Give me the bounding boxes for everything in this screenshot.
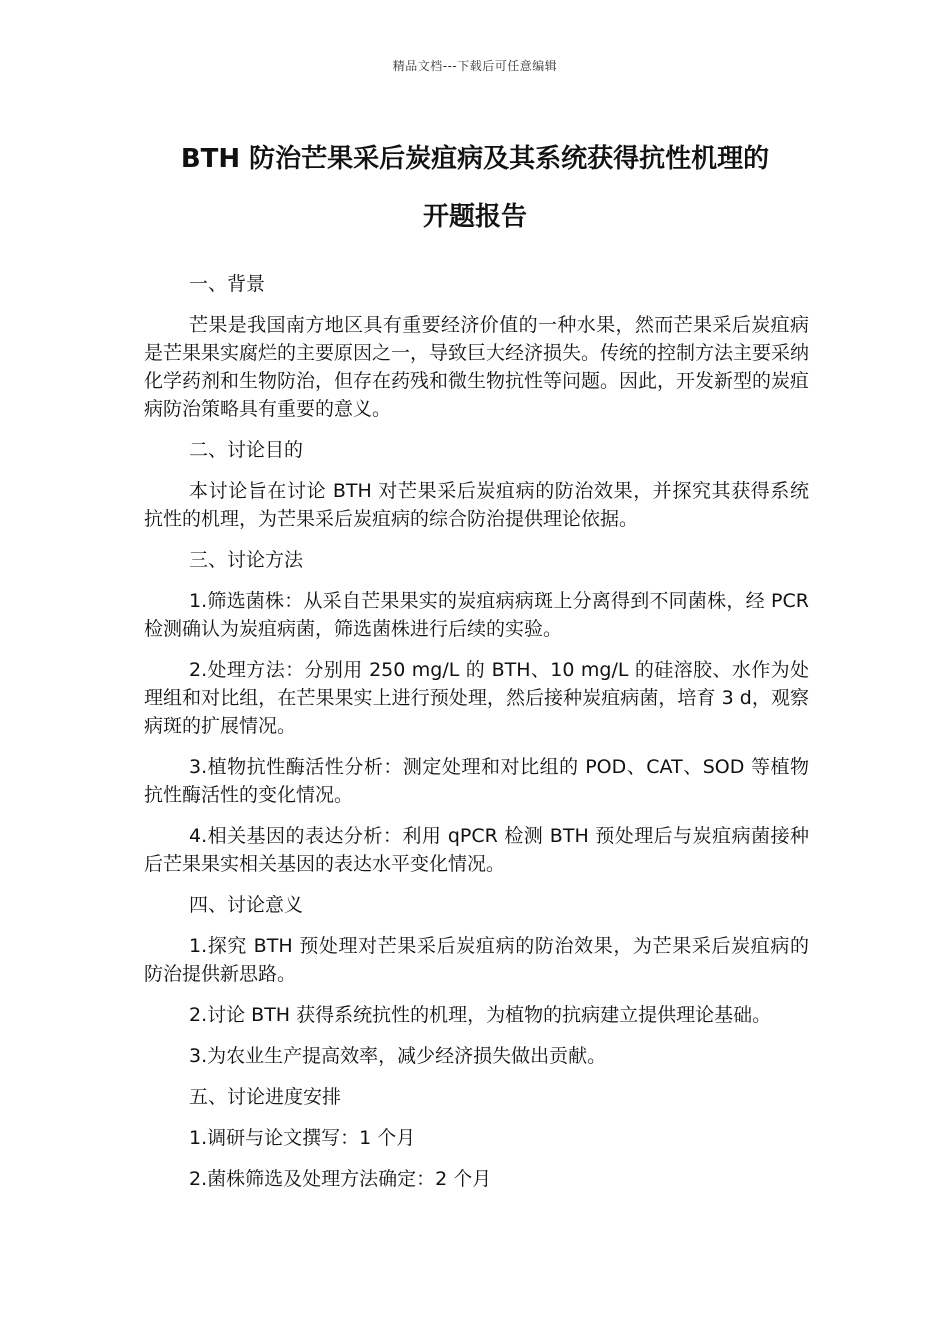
schedule-item-2: 2.菌株筛选及处理方法确定：2 个月 (189, 1168, 492, 1190)
title-line-1: BTH 防治芒果采后炭疽病及其系统获得抗性机理的 (180, 144, 770, 174)
significance-item-3: 3.为农业生产提高效率，减少经济损失做出贡献。 (189, 1045, 607, 1067)
section-heading-significance: 四、讨论意义 (189, 894, 304, 916)
paragraph-purpose: 本讨论旨在讨论 BTH 对芒果采后炭疽病的防治效果，并探究其获得系统抗性的机理，为芒果采后炭疽病的综合防治提供理论依据。 (144, 480, 809, 530)
schedule-item-1: 1.调研与论文撰写：1 个月 (189, 1127, 416, 1149)
section-heading-purpose: 二、讨论目的 (189, 439, 304, 461)
title-line-2: 开题报告 (422, 202, 527, 232)
section-heading-methods: 三、讨论方法 (189, 549, 304, 571)
method-item-1: 1.筛选菌株：从采自芒果果实的炭疽病病斑上分离得到不同菌株，经 PCR 检测确认为炭疽病菌，筛选菌株进行后续的实验。 (144, 590, 809, 640)
section-heading-schedule: 五、讨论进度安排 (189, 1086, 342, 1108)
significance-item-2: 2.讨论 BTH 获得系统抗性的机理，为植物的抗病建立提供理论基础。 (189, 1004, 772, 1026)
method-item-2: 2.处理方法：分别用 250 mg/L 的 BTH、10 mg/L 的硅溶胶、水作为处理组和对比组，在芒果果实上进行预处理，然后接种炭疽病菌，培育 3 d，观察病斑的扩展情况。 (144, 659, 809, 737)
section-heading-background: 一、背景 (189, 273, 266, 295)
method-item-4: 4.相关基因的表达分析：利用 qPCR 检测 BTH 预处理后与炭疽病菌接种后芒果果实相关基因的表达水平变化情况。 (144, 825, 809, 875)
method-item-3: 3.植物抗性酶活性分析：测定处理和对比组的 POD、CAT、SOD 等植物抗性酶活性的变化情况。 (144, 756, 809, 806)
document-body (144, 270, 809, 1206)
significance-item-1: 1.探究 BTH 预处理对芒果采后炭疽病的防治效果，为芒果采后炭疽病的防治提供新思路。 (144, 935, 809, 985)
header-note: 精品文档---下载后可任意编辑 (392, 59, 558, 73)
paragraph-background: 芒果是我国南方地区具有重要经济价值的一种水果，然而芒果采后炭疽病是芒果果实腐烂的主要原因之一，导致巨大经济损失。传统的控制方法主要采纳化学药剂和生物防治，但存在药残和微生物抗性等问题。因此，开发新型的炭疽病防治策略具有重要的意义。 (144, 314, 810, 420)
